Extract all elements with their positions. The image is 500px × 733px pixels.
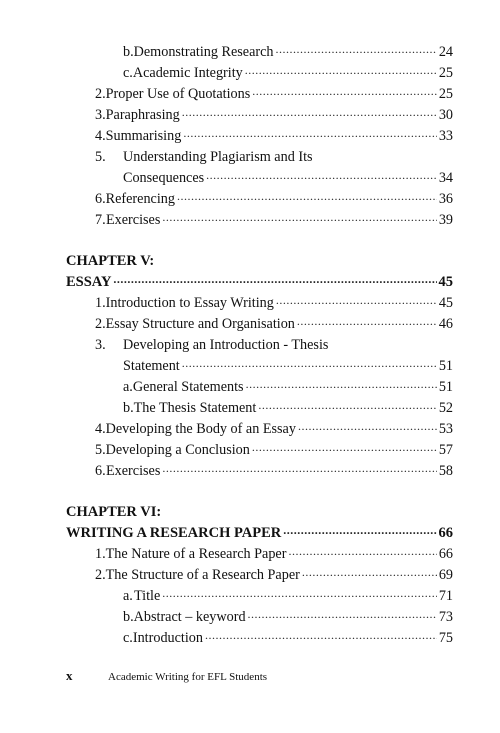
toc-entry-continuation xyxy=(123,168,453,188)
dot-leader xyxy=(182,102,437,122)
toc-entry-label: Understanding Plagiarism and Its xyxy=(123,149,313,165)
toc-entry-number: a. xyxy=(123,379,133,395)
toc-entry-page: 30 xyxy=(438,107,453,123)
toc-entry-label: Exercises xyxy=(105,463,161,479)
toc-entry-page: 34 xyxy=(438,170,453,186)
toc-entry-number: 4. xyxy=(95,128,106,144)
dot-leader xyxy=(183,123,437,143)
toc-entry-label: Paraphrasing xyxy=(105,107,180,123)
chapter-title: WRITING A RESEARCH PAPER xyxy=(66,525,282,541)
chapter-title-entry xyxy=(66,272,453,292)
dot-leader xyxy=(162,458,436,478)
toc-entry-label: Developing a Conclusion xyxy=(105,442,250,458)
chapter-page: 45 xyxy=(438,274,453,290)
page-number: x xyxy=(66,668,73,683)
toc-entry-page: 52 xyxy=(438,400,453,416)
toc-entry-page: 57 xyxy=(438,442,453,458)
toc-entry-page: 69 xyxy=(438,567,453,583)
toc-entry-number: 5. xyxy=(95,442,106,458)
dot-leader xyxy=(288,541,436,561)
toc-entry-page: 24 xyxy=(438,44,453,60)
toc-entry-number: b. xyxy=(123,44,134,60)
toc-entry-number: b. xyxy=(123,609,134,625)
toc-entry xyxy=(95,335,453,355)
toc-entry xyxy=(123,607,453,627)
dot-leader xyxy=(182,353,437,373)
dot-leader xyxy=(248,604,437,624)
dot-leader xyxy=(206,165,437,185)
chapter-title: ESSAY xyxy=(66,274,112,290)
toc-entry xyxy=(123,377,453,397)
toc-entry-page: 58 xyxy=(438,463,453,479)
dot-leader xyxy=(258,395,437,415)
toc-entry xyxy=(95,84,453,104)
chapter-page: 66 xyxy=(438,525,453,541)
toc-entry-label: Proper Use of Quotations xyxy=(105,86,251,102)
chapter-heading: CHAPTER VI: xyxy=(66,504,162,520)
toc-entry xyxy=(95,440,453,460)
toc-entry-label: Introduction to Essay Writing xyxy=(105,295,274,311)
toc-entry-number: 7. xyxy=(95,212,106,228)
dot-leader xyxy=(276,39,437,59)
toc-entry-page: 25 xyxy=(438,86,453,102)
toc-entry xyxy=(95,461,453,481)
toc-entry-label: Developing the Body of an Essay xyxy=(105,421,296,437)
toc-entry-number: 2. xyxy=(95,567,106,583)
toc-entry-number: 2. xyxy=(95,86,106,102)
toc-entry xyxy=(123,42,453,62)
toc-entry-label: Referencing xyxy=(105,191,175,207)
toc-entry-page: 75 xyxy=(438,630,453,646)
toc-entry-page: 33 xyxy=(438,128,453,144)
toc-entry-page: 73 xyxy=(438,609,453,625)
toc-entry-number: 5. xyxy=(95,149,106,165)
toc-entry-number: 6. xyxy=(95,463,106,479)
toc-entry-page: 66 xyxy=(438,546,453,562)
toc-entry-page: 45 xyxy=(438,295,453,311)
toc-entry xyxy=(95,126,453,146)
toc-entry-label: Demonstrating Research xyxy=(133,44,274,60)
toc-entry-label: Exercises xyxy=(105,212,161,228)
toc-entry-label: General Statements xyxy=(132,379,244,395)
dot-leader xyxy=(302,562,437,582)
toc-entry-page: 39 xyxy=(438,212,453,228)
dot-leader xyxy=(298,416,437,436)
toc-entry-continuation xyxy=(123,356,453,376)
toc-entry xyxy=(123,628,453,648)
toc-entry-page: 36 xyxy=(438,191,453,207)
toc-entry-number: 3. xyxy=(95,107,106,123)
toc-entry-label: Academic Integrity xyxy=(132,65,243,81)
toc-entry xyxy=(123,586,453,606)
toc-entry-number: 3. xyxy=(95,337,106,353)
toc-entry-number: 2. xyxy=(95,316,106,332)
toc-entry xyxy=(123,63,453,83)
toc-entry-label: The Nature of a Research Paper xyxy=(105,546,287,562)
toc-entry-page: 46 xyxy=(438,316,453,332)
toc-entry-number: c. xyxy=(123,65,133,81)
toc-entry xyxy=(95,544,453,564)
dot-leader xyxy=(205,625,437,645)
toc-entry-number: c. xyxy=(123,630,133,646)
toc-entry-page: 25 xyxy=(438,65,453,81)
chapter-heading: CHAPTER V: xyxy=(66,253,155,269)
toc-entry-page: 51 xyxy=(438,358,453,374)
toc-entry-number: 6. xyxy=(95,191,106,207)
toc-entry-number: a. xyxy=(123,588,133,604)
toc-entry-label: The Structure of a Research Paper xyxy=(105,567,300,583)
toc-entry-page: 53 xyxy=(438,421,453,437)
toc-entry-label: Summarising xyxy=(105,128,182,144)
toc-entry xyxy=(95,565,453,585)
chapter-title-entry xyxy=(66,523,453,543)
toc-entry-number: 4. xyxy=(95,421,106,437)
toc-entry-label: Statement xyxy=(123,358,180,374)
dot-leader xyxy=(162,207,436,227)
dot-leader xyxy=(245,60,437,80)
toc-entry-label: Consequences xyxy=(123,170,205,186)
dot-leader xyxy=(283,520,436,540)
toc-entry-label: Essay Structure and Organisation xyxy=(105,316,295,332)
toc-entry-number: 1. xyxy=(95,295,106,311)
toc-entry xyxy=(95,147,453,167)
toc-entry xyxy=(95,105,453,125)
running-title: Academic Writing for EFL Students xyxy=(108,671,268,683)
toc-entry xyxy=(95,419,453,439)
toc-entry-label: Title xyxy=(133,588,161,604)
toc-entry xyxy=(95,314,453,334)
dot-leader xyxy=(162,583,437,603)
dot-leader xyxy=(276,290,437,310)
toc-entry xyxy=(95,189,453,209)
dot-leader xyxy=(252,437,437,457)
page-footer xyxy=(66,668,267,684)
dot-leader xyxy=(246,374,437,394)
toc-entry-page: 71 xyxy=(438,588,453,604)
toc-entry-page: 51 xyxy=(438,379,453,395)
toc-entry xyxy=(123,398,453,418)
dot-leader xyxy=(297,311,437,331)
toc-entry-number: b. xyxy=(123,400,134,416)
toc-entry-number: 1. xyxy=(95,546,106,562)
toc-entry-label: Developing an Introduction - Thesis xyxy=(123,337,329,353)
dot-leader xyxy=(113,269,436,289)
toc-entry-label: Introduction xyxy=(132,630,203,646)
toc-entry-label: Abstract – keyword xyxy=(133,609,246,625)
dot-leader xyxy=(177,186,437,206)
dot-leader xyxy=(252,81,437,101)
toc-entry xyxy=(95,210,453,230)
toc-entry-label: The Thesis Statement xyxy=(133,400,257,416)
toc-entry xyxy=(95,293,453,313)
